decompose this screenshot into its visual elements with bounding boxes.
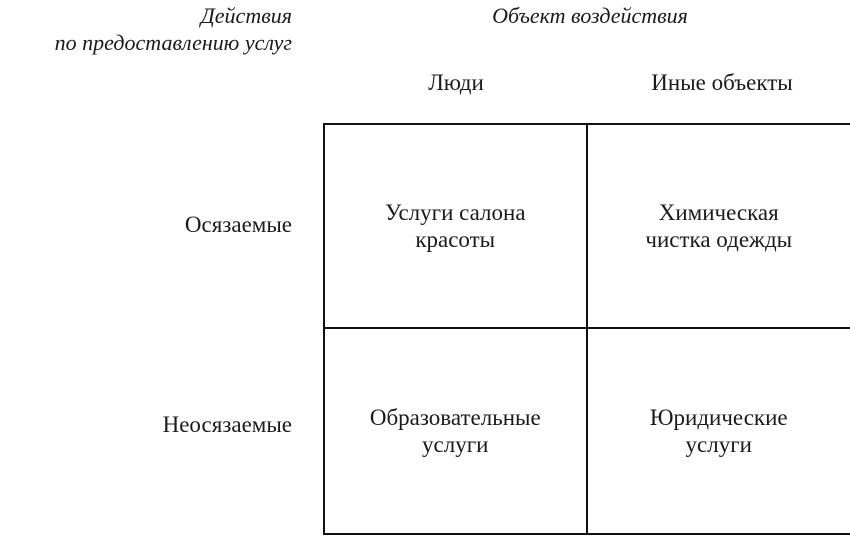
matrix-cell-intangible-objects — [588, 329, 850, 533]
column-header-people: Люди — [428, 70, 484, 95]
service-matrix — [323, 123, 850, 535]
matrix-cell-tangible-objects — [588, 125, 850, 329]
column-header-other-objects: Иные объекты — [651, 70, 793, 95]
matrix-cell-intangible-people — [325, 329, 588, 533]
matrix-cell-text: Юридические услуги — [649, 405, 788, 457]
object-axis-label: Объект воздействия — [492, 3, 688, 28]
matrix-cell-text: Услуги салона красоты — [384, 200, 526, 252]
row-header-tangible: Осязаемые — [184, 212, 292, 237]
actions-axis-label — [0, 2, 292, 56]
matrix-cell-text: Химическая чистка одежды — [645, 200, 793, 252]
matrix-cell-tangible-people — [325, 125, 588, 329]
actions-axis-label-text: Действия по предоставлению услуг — [54, 3, 292, 55]
row-header-intangible: Неосязаемые — [162, 412, 292, 437]
matrix-cell-text: Образовательные услуги — [369, 405, 541, 457]
